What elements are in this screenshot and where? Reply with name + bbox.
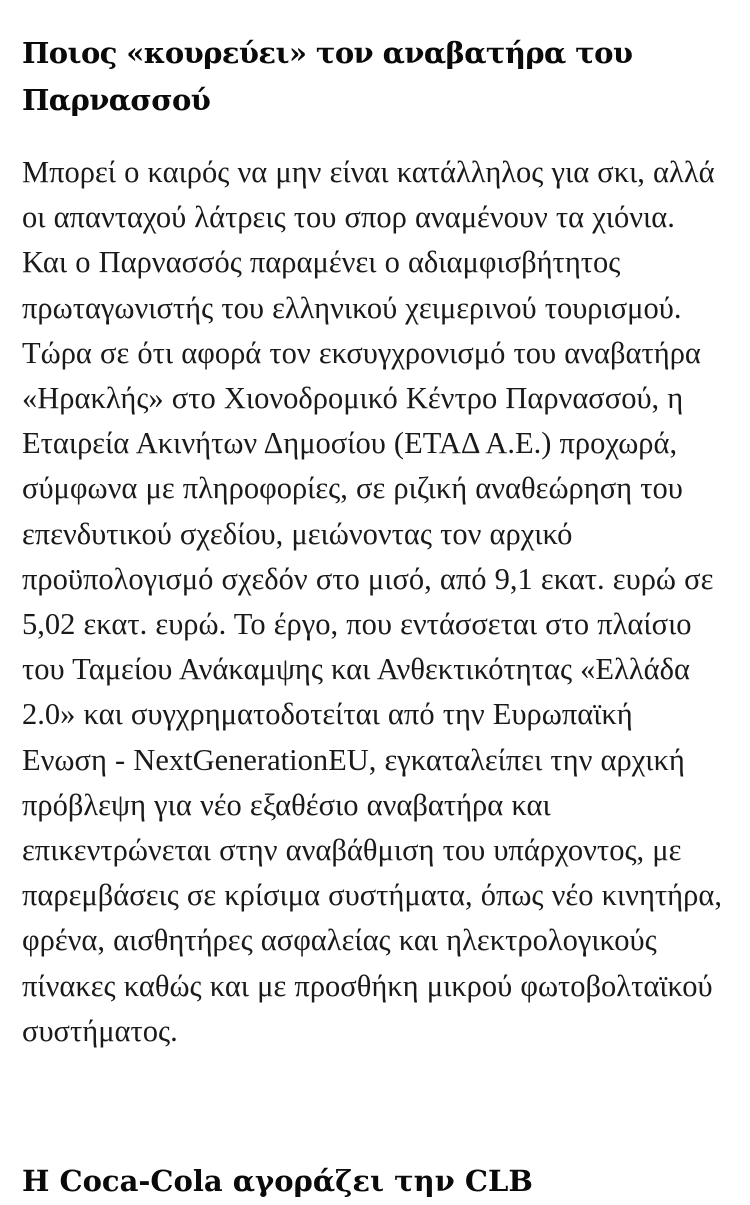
next-article-heading: Η Coca-Cola αγοράζει την CLB	[22, 1164, 533, 1198]
article-body: Μπορεί ο καιρός να μην είναι κατάλληλος για σκι, αλλά οι απανταχού λάτρεις του σπορ αναμένουν τα χιόνια. Και ο Παρνασσός παραμένει ο αδιαμφισβήτητος πρωταγωνιστής του ελληνικού χειμερινού τουρισμού. Τώρα σε ότι αφορά τον εκσυγχρονισμό του αναβατήρα «Ηρακλής» στο Χιονοδρομικό Κέντρο Παρνασσού, η Εταιρεία Ακινήτων Δημοσίου (ΕΤΑΔ Α.Ε.) προχωρά, σύμφωνα με πληροφορίες, σε ριζική αναθεώρηση του επενδυτικού σχεδίου, μειώνοντας τον αρχικό προϋπολογισμό σχεδόν στο μισό, από 9,1 εκατ. ευρώ σε 5,02 εκατ. ευρώ. Το έργο, που εντάσσεται στο πλαίσιο του Ταμείου Ανάκαμψης και Ανθεκτικότητας «Ελλάδα 2.0» και συγχρηματοδοτείται από την Ευρωπαϊκή Ενωση - NextGenerationEU, εγκαταλείπει την αρχική πρόβλεψη για νέο εξαθέσιο αναβατήρα και επικεντρώνεται στην αναβάθμιση του υπάρχοντος, με παρεμβάσεις σε κρίσιμα συστήματα, όπως νέο κινητήρα, φρένα, αισθητήρες ασφαλείας και ηλεκτρολογικούς πίνακες καθώς και με προσθήκη μικρού φωτοβολταϊκού συστήματος.	[22, 155, 722, 1048]
article	[22, 30, 722, 1054]
article-headline: Ποιος «κουρεύει» τον αναβατήρα του Παρνασσού	[22, 36, 633, 117]
